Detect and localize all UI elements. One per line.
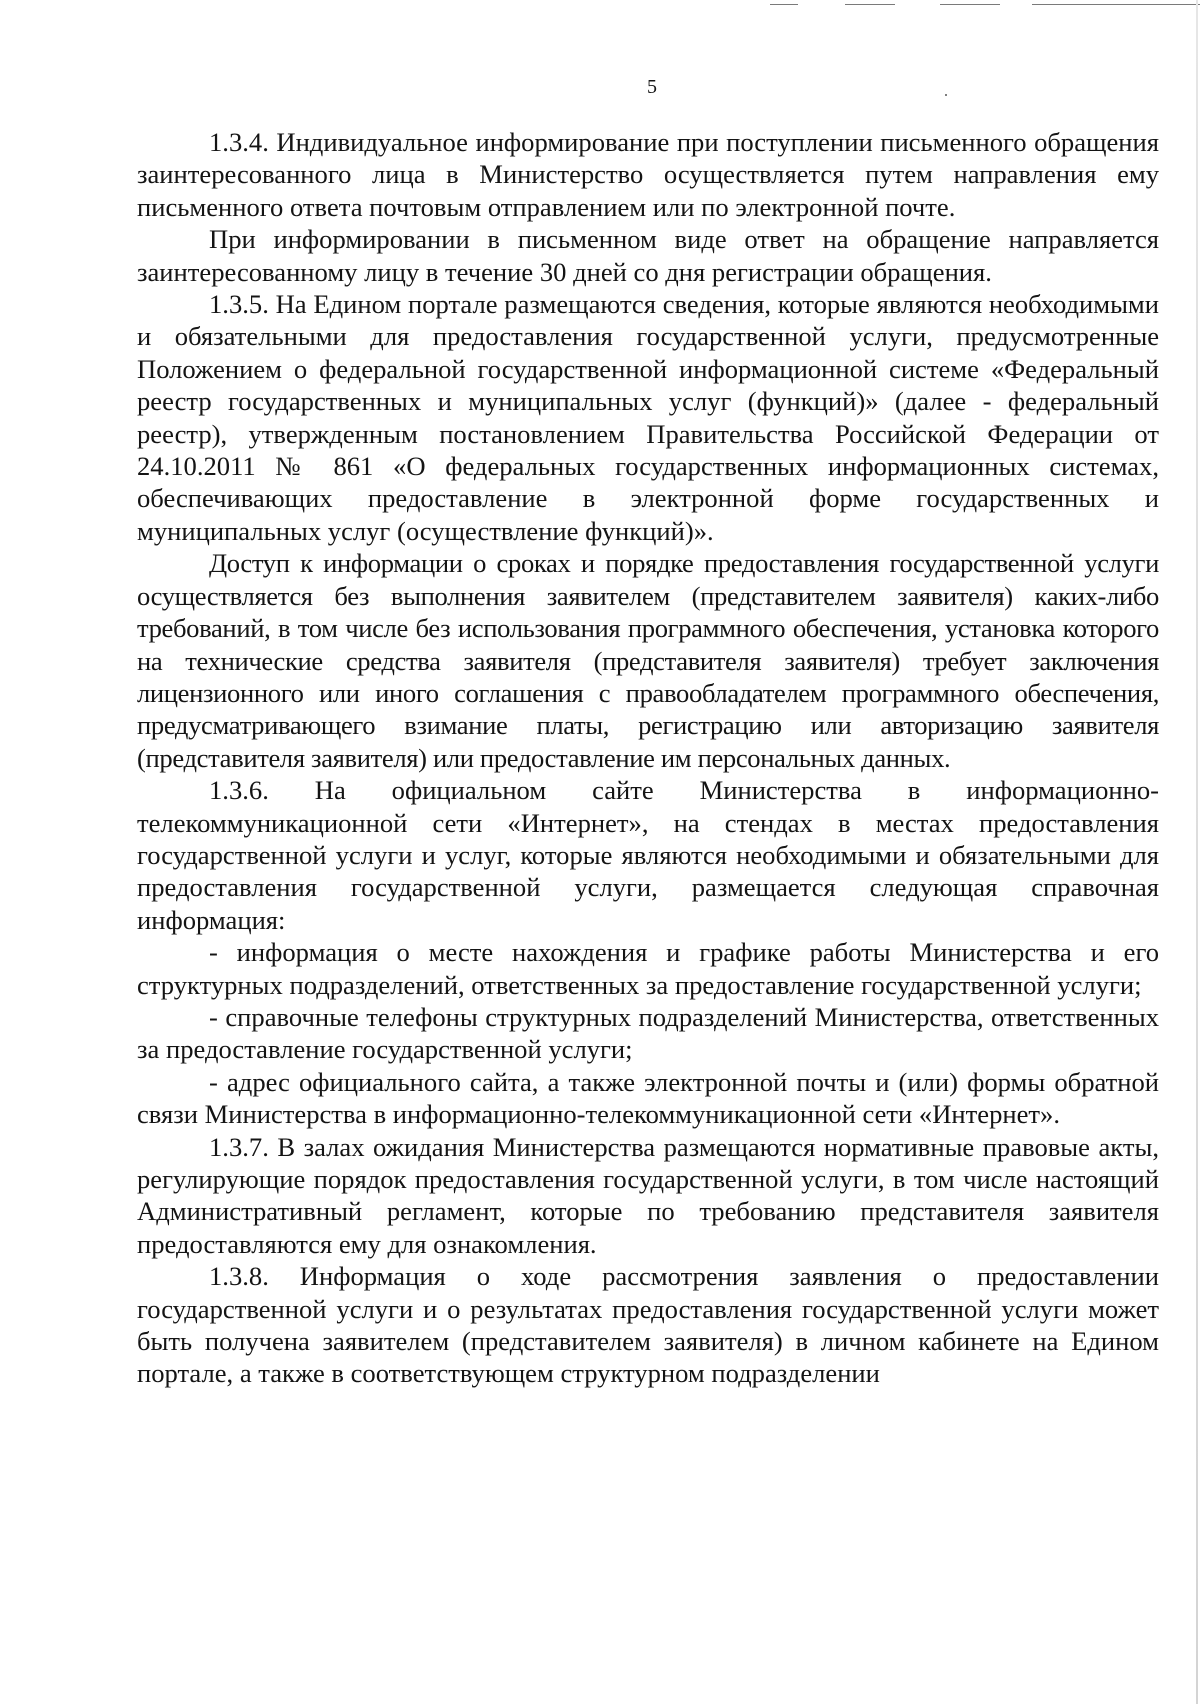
list-item-location: - информация о месте нахождения и графике работы Министерства и его структурных подразделений, ответственных за предоставление государственной услуги;: [137, 937, 1159, 1000]
list-item-phones: - справочные телефоны структурных подразделений Министерства, ответственных за предоставление государственной услуги;: [137, 1001, 1159, 1065]
paragraph-1-3-7: 1.3.7. В залах ожидания Министерства размещаются нормативные правовые акты, регулирующие порядок предоставления государственной услуги, в том числе настоящий Административный регламент, которые по требованию представителя заявителя предоставляются ему для ознакомления.: [137, 1131, 1159, 1259]
scan-artifact-lines: [770, 4, 1200, 8]
scan-edge-shadow: [1196, 0, 1198, 1704]
paragraph-1-3-6: 1.3.6. На официальном сайте Министерства в информационно-телекоммуникационной сети «Интернет», на стендах в местах предоставления государственной услуги и услуг, которые являются необходимыми и обязательными для предоставления государственной услуги, размещается следующая справочная информация:: [137, 775, 1159, 935]
paragraph-written-reply: При информировании в письменном виде ответ на обращение направляется заинтересованному лицу в течение 30 дней со дня регистрации обращения.: [137, 224, 1159, 287]
paragraph-access: Доступ к информации о сроках и порядке предоставления государственной услуги осуществляется без выполнения заявителем (представителем заявителя) каких-либо требований, в том числе без использования программного обеспечения, установка которого на технические средства заявителя (представителя заявителя) требует заключения лицензионного или иного соглашения с правообладателем программного обеспечения, предусматривающего взимание платы, регистрацию или авторизацию заявителя (представителя заявителя) или предоставление им персональных данных.: [137, 548, 1159, 773]
list-item-website: - адрес официального сайта, а также электронной почты и (или) формы обратной связи Министерства в информационно-телекоммуникационной сети «Интернет».: [137, 1066, 1159, 1130]
paragraph-1-3-5: 1.3.5. На Едином портале размещаются сведения, которые являются необходимыми и обязательными для предоставления государственной услуги, предусмотренные Положением о федеральной государственной информационной системе «Федеральный реестр государственных и муниципальных услуг (функций)» (далее - федеральный реестр), утвержденным постановлением Правительства Российской Федерации от 24.10.2011 № 861 «О федеральных государственных информационных системах, обеспечивающих предоставление в электронной форме государственных и муниципальных услуг (осуществление функций)».: [137, 289, 1159, 546]
page-number: 5: [647, 76, 657, 98]
paragraph-1-3-8: 1.3.8. Информация о ходе рассмотрения заявления о предоставлении государственной услуги и о результатах предоставления государственной услуги может быть получена заявителем (представителем заявителя) в личном кабинете на Едином портале, а также в соответствующем структурном подразделении: [137, 1261, 1159, 1389]
paragraph-1-3-4: 1.3.4. Индивидуальное информирование при поступлении письменного обращения заинтересованного лица в Министерство осуществляется путем направления ему письменного ответа почтовым отправлением или по электронной почте.: [137, 127, 1159, 222]
document-body: [137, 126, 1159, 1390]
